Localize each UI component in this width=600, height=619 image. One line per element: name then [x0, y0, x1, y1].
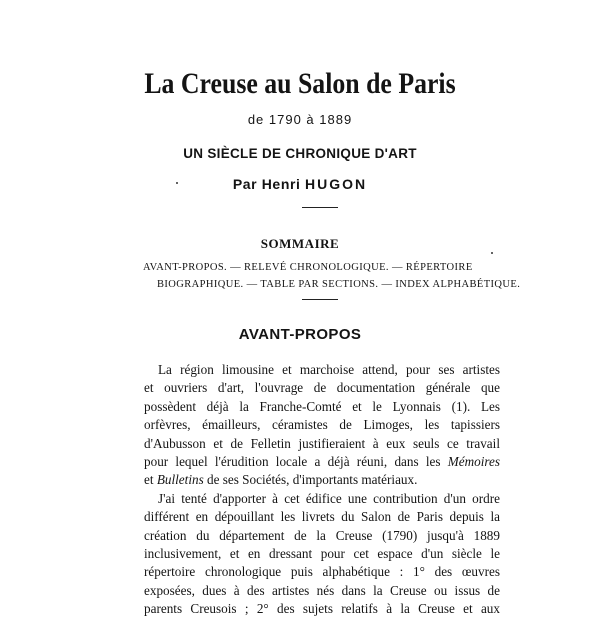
divider-rule: [302, 299, 338, 300]
sommaire-heading: SOMMAIRE: [260, 236, 340, 251]
text-line: exposées, dues à des artistes nés dans la Creuse ou issus de: [144, 582, 500, 598]
paragraph: [144, 361, 500, 490]
scan-speck: [176, 182, 178, 184]
text-line: [144, 471, 500, 489]
scan-speck: [491, 252, 493, 254]
sommaire-line: AVANT-PROPOS. — RELEVÉ CHRONOLOGIQUE. — RÉPERTOIRE: [143, 262, 473, 273]
text-line: La région limousine et marchoise attend, pour ses artistes: [158, 362, 500, 377]
paragraph: [144, 490, 500, 619]
text-line: inclusivement, et en dressant pour cet espace d'un siècle le: [144, 546, 500, 562]
author-name: HUGON: [305, 176, 368, 192]
text-line: possèdent déjà la Franche-Comté et le Lyonnais (1). Les: [144, 398, 500, 414]
text-line: création du département de la Creuse (1790) jusqu'à 1889: [144, 527, 500, 543]
italic-term: Mémoires: [447, 454, 501, 470]
author-line: [0, 176, 600, 193]
text-line: répertoire chronologique puis alphabétique : 1° des œuvres: [144, 564, 500, 580]
sommaire-line: BIOGRAPHIQUE. — TABLE PAR SECTIONS. — INDEX ALPHABÉTIQUE.: [157, 279, 521, 290]
author-prefix: Par Henri: [232, 176, 301, 192]
date-range: de 1790 à 1889: [247, 112, 353, 127]
text-line: J'ai tenté d'apporter à cet édifice une contribution d'un ordre: [158, 490, 500, 506]
text-line: et ouvriers d'art, l'ouvrage de documentation générale que: [144, 380, 500, 396]
document-title: La Creuse au Salon de Paris: [144, 67, 456, 100]
text-fragment: de ses Sociétés, d'importants matériaux.: [207, 472, 418, 488]
text-line: d'Aubusson et de Felletin justifieraient à eux seuls ce travail: [144, 435, 500, 451]
text-line: [144, 453, 500, 471]
italic-term: Bulletins: [156, 472, 204, 488]
text-line: parents Creusois ; 2° des sujets relatifs à la Creuse et aux: [144, 601, 500, 617]
text-line: orfèvres, émailleurs, céramistes de Limoges, les tapissiers: [144, 417, 500, 433]
text-line: différent en dépouillant les livrets du Salon de Paris depuis la: [144, 509, 500, 525]
sommaire-contents: [143, 259, 521, 293]
text-fragment: et: [144, 472, 154, 488]
document-subtitle: UN SIÈCLE DE CHRONIQUE D'ART: [183, 146, 417, 161]
body-text: [144, 361, 500, 619]
divider-rule: [302, 207, 338, 208]
text-fragment: pour lequel l'érudition locale a déjà réuni, dans les: [144, 454, 441, 470]
section-heading: AVANT-PROPOS: [238, 326, 362, 343]
